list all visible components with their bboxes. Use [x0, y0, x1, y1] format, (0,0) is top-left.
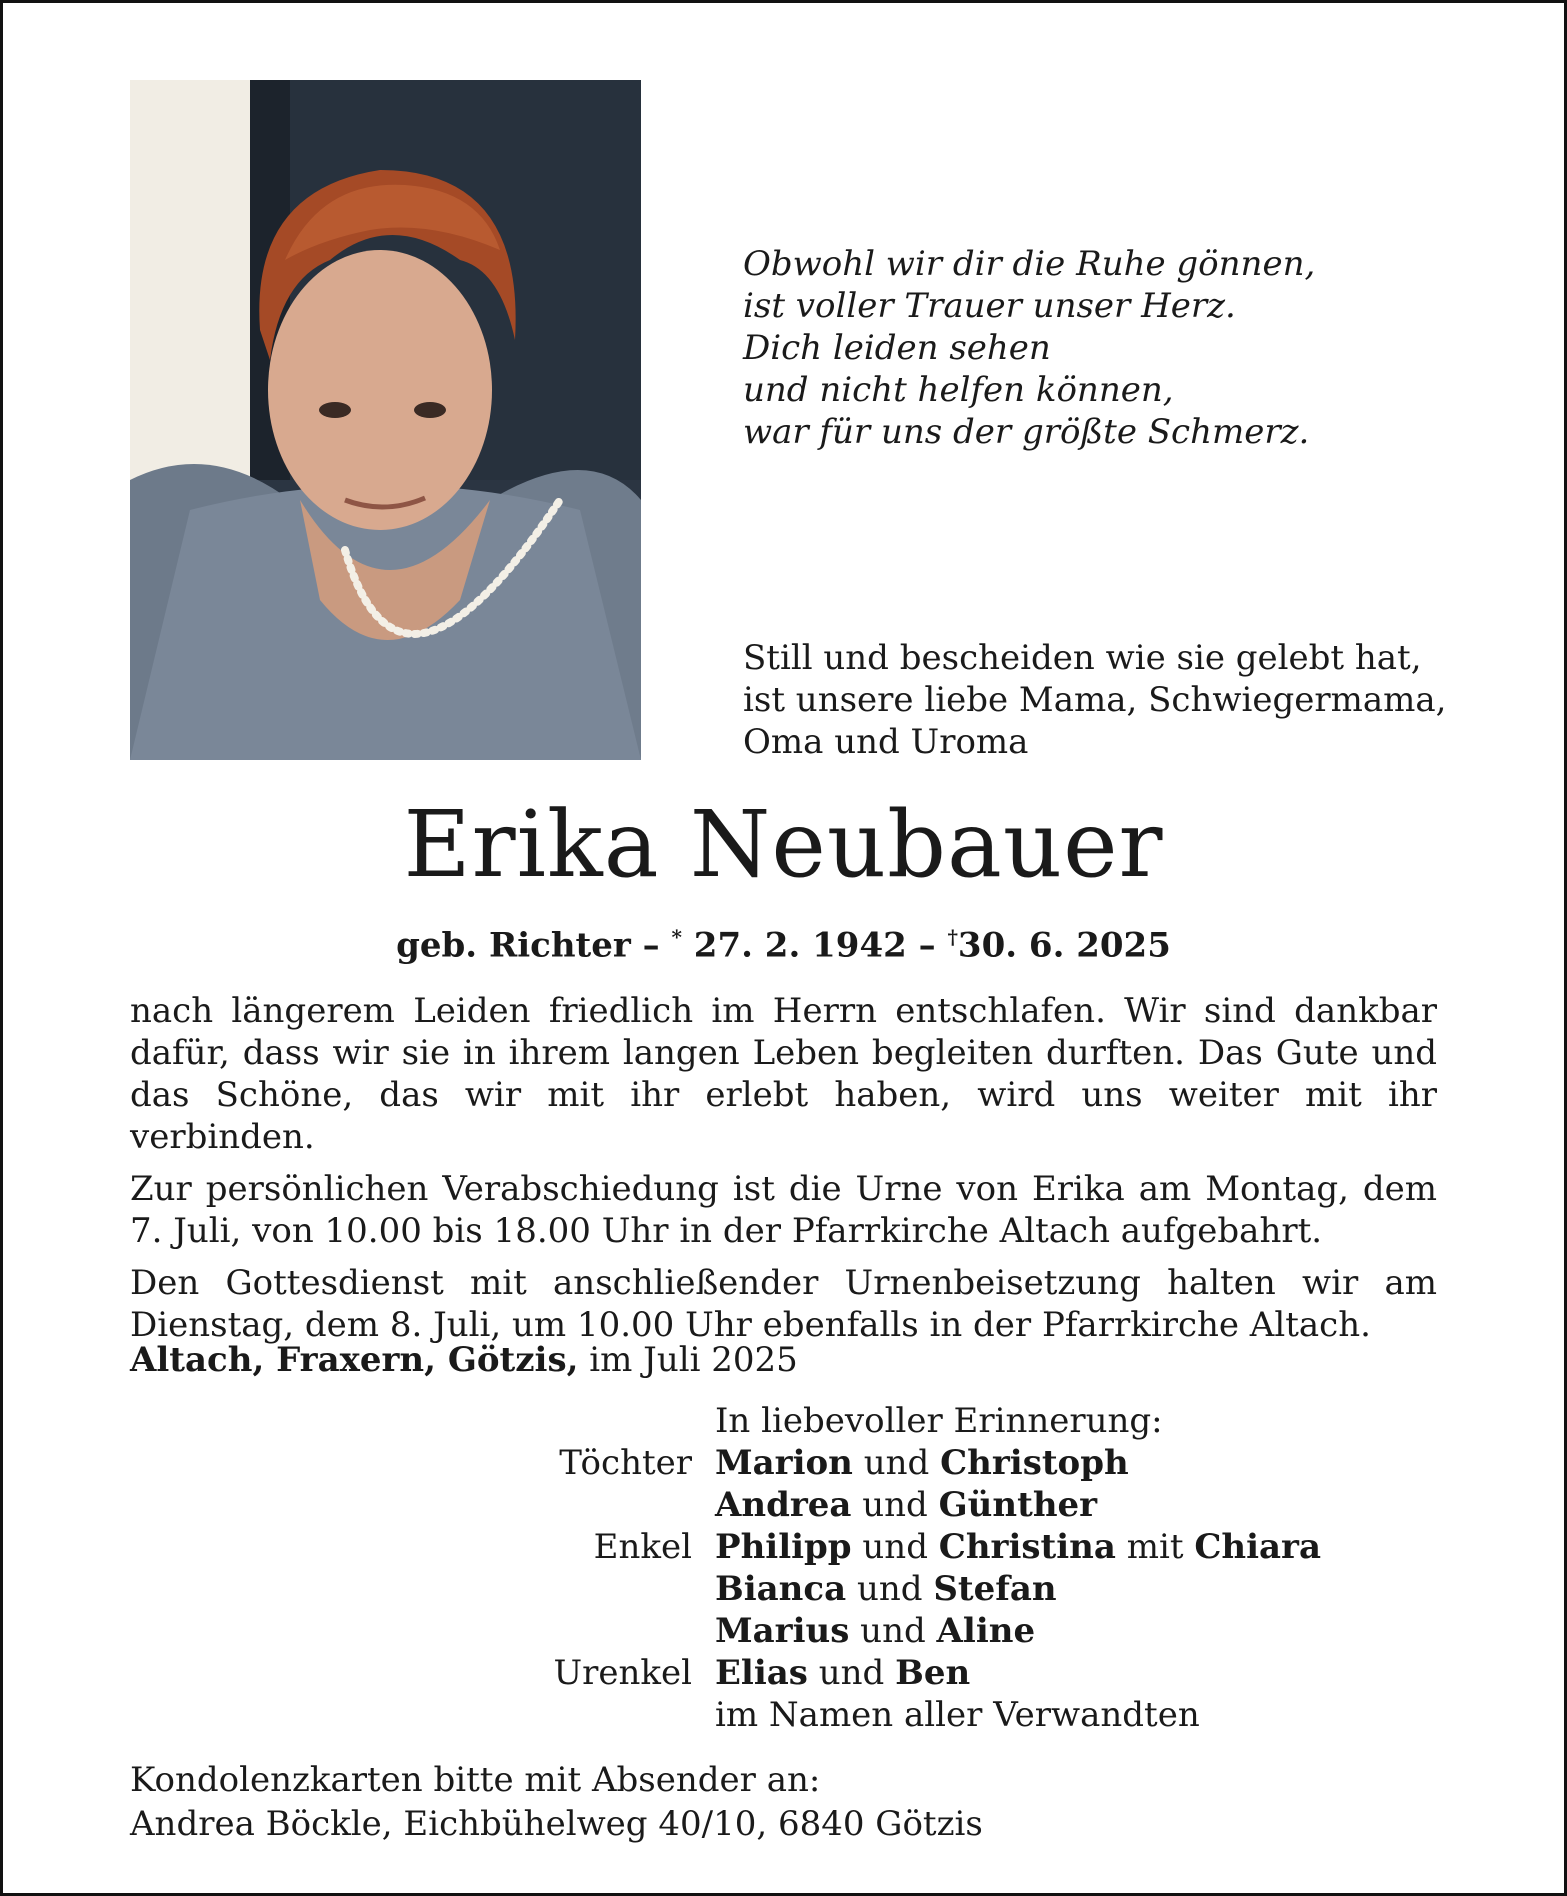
role-label: Enkel [593, 1527, 692, 1567]
list-item [430, 1442, 1530, 1484]
poem-line: Dich leiden sehen [743, 328, 1051, 368]
family-name: Elias [715, 1653, 808, 1693]
birth-death-line [0, 915, 1567, 967]
poem-line: war für uns der größte Schmerz. [743, 412, 1310, 452]
birth-date: 27. 2. 1942 [681, 925, 907, 966]
family-name: Marion [715, 1443, 853, 1483]
portrait-photo [130, 80, 641, 760]
conjunction: und [807, 1653, 896, 1693]
conjunction: mit [1115, 1527, 1195, 1567]
list-item [430, 1694, 1530, 1736]
family-name: Christoph [940, 1443, 1129, 1483]
conjunction: und [849, 1611, 937, 1651]
condolence-address [130, 1758, 1130, 1846]
paragraph: Zur persönlichen Verabschiedung ist die Urne von Erika am Montag, dem 7. Juli, von 10.00 bis 18.00 Uhr in der Pfarrkirche Altach aufgebahrt. [130, 1169, 1437, 1251]
list-item [430, 1526, 1530, 1568]
family-names [715, 1484, 1097, 1526]
separator: – [630, 925, 672, 966]
conjunction: und [851, 1485, 939, 1525]
family-closing: im Namen aller Verwandten [715, 1695, 1200, 1735]
separator: – [906, 925, 948, 966]
family-name: Christina [938, 1527, 1116, 1567]
born-symbol: * [671, 925, 682, 949]
place-date-line [130, 1338, 1130, 1382]
family-names [715, 1652, 970, 1694]
memorial-poem [743, 243, 1443, 453]
family-name: Günther [938, 1485, 1098, 1525]
deceased-name: Erika Neubauer [403, 791, 1164, 898]
family-name: Stefan [933, 1569, 1057, 1609]
death-date: 30. 6. 2025 [957, 925, 1171, 966]
list-item [430, 1400, 1530, 1442]
intro-text [743, 637, 1447, 763]
family-list [430, 1400, 1530, 1736]
role-label [430, 1610, 715, 1652]
cross-symbol: † [947, 925, 958, 949]
role-label [430, 1400, 715, 1442]
family-names [715, 1610, 1035, 1652]
intro-line: ist unsere liebe Mama, Schwiegermama, [743, 680, 1447, 720]
conjunction: und [852, 1443, 941, 1483]
poem-line: und nicht helfen können, [743, 370, 1174, 410]
condolence-line: Andrea Böckle, Eichbühelweg 40/10, 6840 Götzis [130, 1804, 983, 1844]
portrait-illustration [130, 80, 641, 760]
poem-line: ist voller Trauer unser Herz. [743, 286, 1236, 326]
family-names [715, 1526, 1321, 1568]
family-names [715, 1568, 1057, 1610]
family-name: Bianca [715, 1569, 847, 1609]
family-name: Philipp [715, 1527, 852, 1567]
role-label: Urenkel [553, 1653, 692, 1693]
list-item [430, 1610, 1530, 1652]
family-name: Aline [936, 1611, 1036, 1651]
role-label [430, 1568, 715, 1610]
towns: Altach, Fraxern, Götzis, [130, 1340, 579, 1380]
condolence-line: Kondolenzkarten bitte mit Absender an: [130, 1760, 821, 1800]
poem-line: Obwohl wir dir die Ruhe gönnen, [743, 244, 1316, 284]
intro-line: Still und bescheiden wie sie gelebt hat, [743, 638, 1422, 678]
list-item [430, 1568, 1530, 1610]
conjunction: und [846, 1569, 934, 1609]
role-label [430, 1484, 715, 1526]
role-label: Töchter [559, 1443, 692, 1483]
family-name: Chiara [1194, 1527, 1321, 1567]
family-heading: In liebevoller Erinnerung: [715, 1401, 1163, 1441]
paragraph: Den Gottesdienst mit anschließender Urnenbeisetzung halten wir am Dienstag, dem 8. Juli, um 10.00 Uhr ebenfalls in der Pfarrkirche Altach. [130, 1263, 1437, 1345]
family-name: Andrea [715, 1485, 852, 1525]
maiden-name: geb. Richter [396, 925, 631, 966]
family-names [715, 1442, 1129, 1484]
announcement-text [130, 990, 1437, 1356]
intro-line: Oma und Uroma [743, 722, 1029, 762]
conjunction: und [851, 1527, 939, 1567]
paragraph: nach längerem Leiden friedlich im Herrn entschlafen. Wir sind dankbar dafür, dass wir sie in ihrem langen Leben begleiten durften. Das Gute und das Schöne, das wir mit ihr erlebt haben, wird uns weiter mit ihr verbinden. [130, 991, 1437, 1157]
month-year: im Juli 2025 [578, 1340, 798, 1380]
role-label [430, 1694, 715, 1736]
family-name: Ben [895, 1653, 971, 1693]
list-item [430, 1652, 1530, 1694]
list-item [430, 1484, 1530, 1526]
family-name: Marius [715, 1611, 850, 1651]
